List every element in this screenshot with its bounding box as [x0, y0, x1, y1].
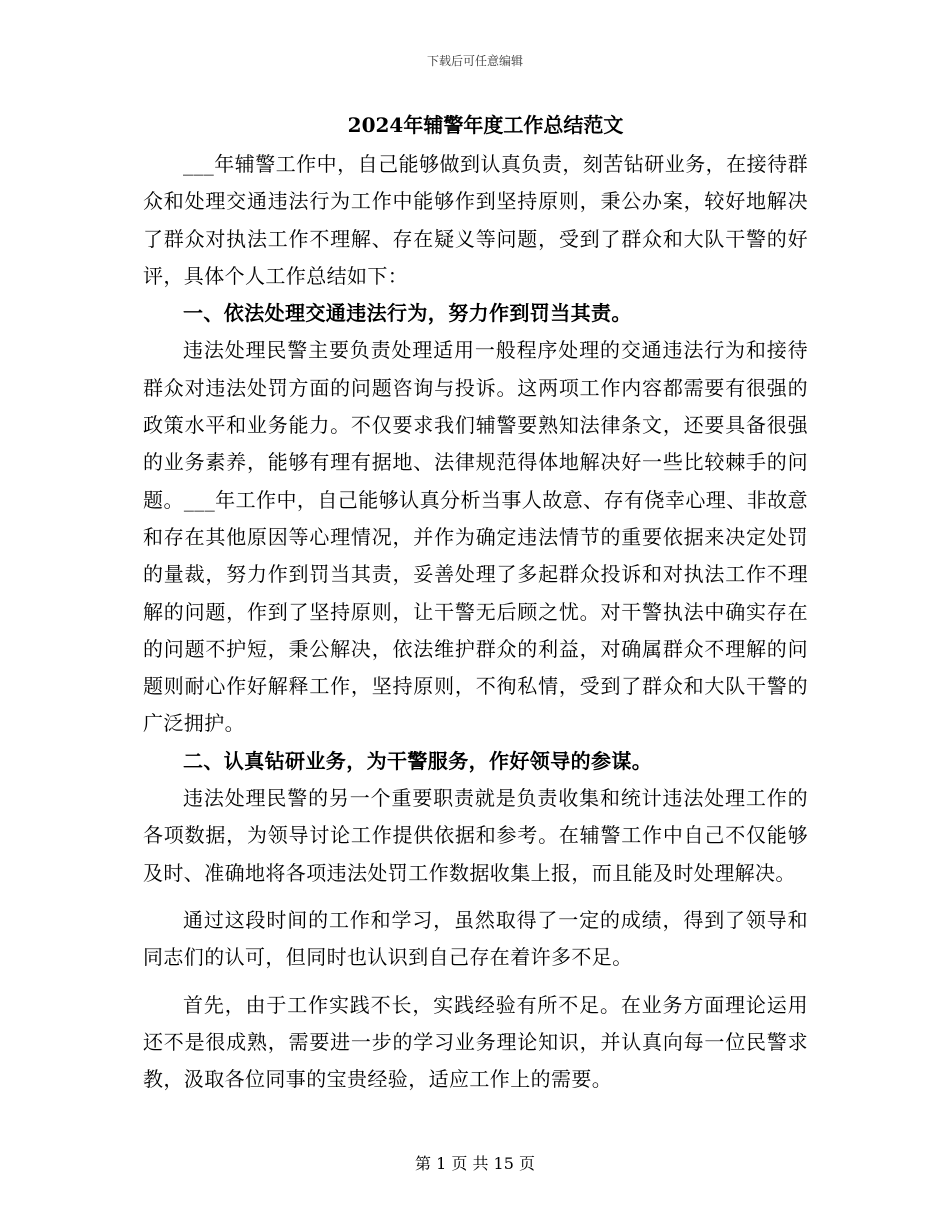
paragraph-reflection: 通过这段时间的工作和学习，虽然取得了一定的成绩，得到了领导和同志们的认可，但同时也认识到自己存在着许多不足。	[143, 907, 808, 970]
document-title: 2024年辅警年度工作总结范文	[347, 113, 624, 137]
section-heading-1: 一、依法处理交通违法行为，努力作到罚当其责。	[183, 301, 632, 326]
document-body	[143, 110, 808, 1098]
section-heading-2: 二、认真钻研业务，为干警服务，作好领导的参谋。	[183, 748, 653, 773]
paragraph-first-shortcoming: 首先，由于工作实践不长，实践经验有所不足。在业务方面理论运用还不是很成熟，需要进一步的学习业务理论知识，并认真向每一位民警求教，汲取各位同事的宝贵经验，适应工作上的需要。	[143, 992, 808, 1092]
paragraph-intro: ___年辅警工作中，自己能够做到认真负责，刻苦钻研业务，在接待群众和处理交通违法行为工作中能够作到坚持原则，秉公办案，较好地解决了群众对执法工作不理解、存在疑义等问题，受到了群众和大队干警的好评，具体个人工作总结如下：	[143, 152, 808, 288]
paragraph-section-2: 违法处理民警的另一个重要职责就是负责收集和统计违法处理工作的各项数据，为领导讨论工作提供依据和参考。在辅警工作中自己不仅能够及时、准确地将各项违法处罚工作数据收集上报，而且能及时处理解决。	[143, 786, 808, 885]
page-number-footer: 第 1 页 共 15 页	[415, 1154, 535, 1173]
paragraph-section-1: 违法处理民警主要负责处理适用一般程序处理的交通违法行为和接待群众对违法处罚方面的问题咨询与投诉。这两项工作内容都需要有很强的政策水平和业务能力。不仅要求我们辅警要熟知法律条文，还要具备很强的业务素养，能够有理有据地、法律规范得体地解决好一些比较棘手的问题。___年工作中，自己能够认真分析当事人故意、存有侥幸心理、非故意和存在其他原因等心理情况，并作为确定违法情节的重要依据来决定处罚的量裁，努力作到罚当其责，妥善处理了多起群众投诉和对执法工作不理解的问题，作到了坚持原则，让干警无后顾之忧。对干警执法中确实存在的问题不护短，秉公解决，依法维护群众的利益，对确属群众不理解的问题则耐心作好解释工作，坚持原则，不徇私情，受到了群众和大队干警的广泛拥护。	[143, 338, 808, 736]
page-header-note: 下载后可任意编辑	[426, 54, 523, 68]
